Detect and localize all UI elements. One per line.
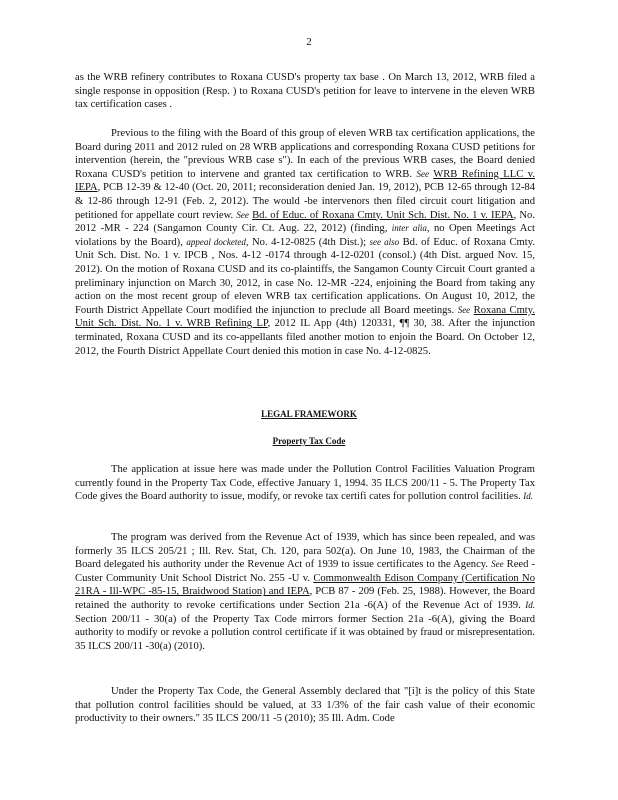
paragraph-text: , no Open Meetings Act violations by the Board),: [75, 223, 535, 248]
paragraph-text: , PCB 12-39 & 12-40 (Oct. 20, 2011; reconsideration denied Jan. 19, 2012), PCB 12-65 through 12-84 & 12-86 through 12-91 (Feb. 2, 2012). The would -be intervenors then filed circuit court litigation and petitioned for appellate court review.: [75, 182, 535, 221]
case-citation: Roxana Cmty. Unit Sch. Dist. No. 1 v. WRB Refining LP: [75, 304, 536, 330]
paragraph-roxana-response: [75, 71, 535, 112]
paragraph-policy: [75, 685, 535, 726]
paragraph-text: Reed - Custer Community Unit School District No. 255 -U v.: [75, 559, 535, 584]
paragraph-text: , No. 2012 -MR - 224 (Sangamon County Cir. Ct. Aug. 22, 2012) (finding,: [75, 209, 536, 235]
section-heading-property-tax-code: Property Tax Code: [272, 436, 346, 446]
paragraph-program-history: [75, 531, 535, 653]
section-heading-legal-framework: LEGAL FRAMEWORK: [261, 409, 357, 419]
signal-id: Id.: [523, 491, 534, 502]
signal-see: See: [236, 209, 249, 220]
paragraph-text: , 2012 IL App (4th) 120331, ¶¶ 30, 38. After the injunction terminated, Roxana CUSD and its co-appellants filed another motion to enjoin the Board. On October 12, 2012, the Fourth District Appellate Court denied this motion in case No. 4-12-0825.: [75, 318, 535, 357]
case-citation: Commonwealth Edison Company (Certification No 21RA - Ill-WPC -85-15, Braidwood Station) and IEPA: [75, 572, 535, 598]
paragraph-text: The program was derived from the Revenue Act of 1939, which has since been repealed, and was formerly 35 ILCS 205/21 ; Ill. Rev. Stat, Ch. 120, para 502(a). On June 10, 1983, the Chairman of the Board delegated his authority under the Revenue Act of 1939 to issue certificates to the Agency.: [75, 532, 535, 571]
signal-see: See: [457, 304, 471, 315]
case-citation: WRB Refining LLC v. IEPA: [75, 168, 535, 194]
paragraph-text: Under the Property Tax Code, the General Assembly declared that "[i]t is the policy of this State that pollution control facilities should be valued, at 33 1/3% of the fair cash value of their economic productivity to their owners." 35 ILCS 200/11 -5 (2010); 35 Ill. Adm. Code: [75, 686, 535, 725]
paragraph-text: Previous to the filing with the Board of this group of eleven WRB tax certification applications, the Board during 2011 and 2012 ruled on 28 WRB applications and corresponding Roxana CUSD petitions for intervention (herein, the "previous WRB case s"). In each of the previous WRB cases, the Board denied Roxana CUSD's petition to intervene and granted tax certification to WRB.: [75, 128, 535, 180]
paragraph-text: , PCB 87 - 209 (Feb. 25, 1988). However, the Board retained the authority to revoke certifications under Section 21a -6(A) of the Revenue Act of 1939.: [75, 586, 535, 611]
paragraph-text: as the WRB refinery contributes to Roxana CUSD's property tax base . On March 13, 2012, WRB filed a single response in opposition (Resp. ) to Roxana CUSD's petition for leave to intervene in the eleven WRB tax certification cases .: [75, 72, 535, 111]
page-number: 2: [306, 36, 312, 48]
paragraph-text: , No. 4-12-0825 (4th Dist.);: [245, 236, 367, 248]
signal-id: Id.: [525, 599, 535, 610]
paragraph-text: The application at issue here was made under the Pollution Control Facilities Valuation Program currently found in the Property Tax Code, effective January 1, 1994. 35 ILCS 200/11 - 5. The Property Tax Code gives the Board authority to issue, modify, or revoke tax certifi cates for pollution control facilities.: [75, 464, 535, 503]
case-citation: Bd. of Educ. of Roxana Cmty. Unit Sch. Dist. No. 1 v. IEPA: [252, 209, 514, 221]
paragraph-text: Bd. of Educ. of Roxana Cmty. Unit Sch. Dist. No. 1 v. IPCB , Nos. 4-12 -0174 through 4-12-0201 (consol.) (4th Dist. argued Nov. 15, 2012). On the motion of Roxana CUSD and its co-plaintiffs, the Sangamon County Circuit Court granted a preliminary injunction on March 30, 2012, in case No. 12-MR -224, enjoining the Board from taking any action on the most recent group of eleven WRB tax certification applications. On August 10, 2012, the Fourth District Appellate Court modified the injunction to preclude all Board meetings.: [75, 236, 535, 316]
paragraph-previous-cases: [75, 127, 535, 358]
signal-see-also: see also: [369, 236, 400, 247]
paragraph-application: [75, 463, 535, 504]
signal-appeal-docketed: appeal docketed: [186, 236, 246, 247]
signal-see: See: [416, 168, 429, 179]
signal-inter-alia: inter alia: [391, 223, 427, 234]
signal-see: See: [491, 559, 504, 570]
paragraph-text: Section 200/11 - 30(a) of the Property Tax Code mirrors former Section 21a -6(A), giving the Board authority to modify or revoke a pollution control certificate if it was obtained by fraud or misrepresentation. 35 ILCS 200/11 -30(a) (2010).: [75, 613, 535, 652]
